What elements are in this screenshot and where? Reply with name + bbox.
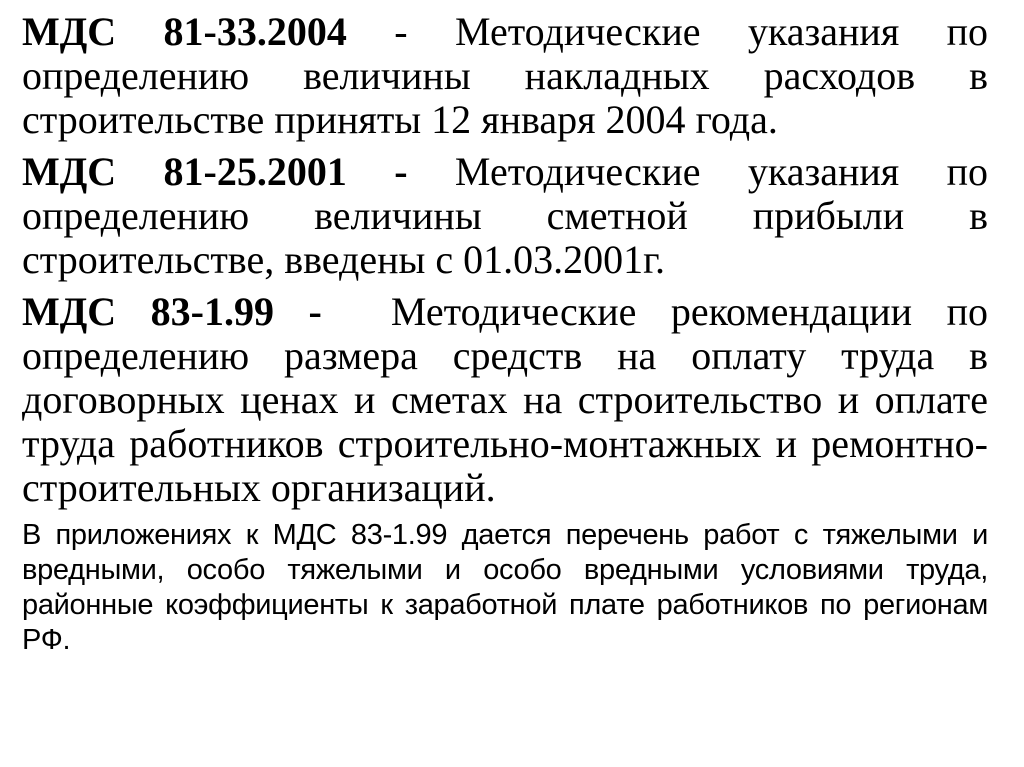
document-code: МДС 81-33.2004 xyxy=(22,9,347,54)
document-separator: - xyxy=(346,9,455,54)
document-item-mds-83-1 xyxy=(22,290,988,510)
document-description: Методические указания по определению величины сметной прибыли в строительстве, введены с 01.03.2001г. xyxy=(22,149,988,282)
document-page xyxy=(22,10,988,658)
document-code: МДС 81-25.2001 - xyxy=(22,149,408,194)
document-separator xyxy=(408,149,455,194)
document-item-mds-81-25 xyxy=(22,150,988,282)
document-note: В приложениях к МДС 83-1.99 дается перечень работ с тяжелыми и вредными, особо тяжелыми и особо вредными условиями труда, районные коэффициенты к заработной плате работников по регионам РФ. xyxy=(22,519,988,656)
document-description: Методические указания по определению величины накладных расходов в строительстве приняты 12 января 2004 года. xyxy=(22,9,989,142)
document-separator xyxy=(322,289,391,334)
document-item-mds-81-33 xyxy=(22,10,988,142)
document-code: МДС 83-1.99 - xyxy=(22,289,322,334)
document-description: Методические рекомендации по определению размера средств на оплату труда в договорных ценах и сметах на строительство и оплате труда работников строительно-монтажных и ремонтно-строительных организаций. xyxy=(22,289,988,510)
